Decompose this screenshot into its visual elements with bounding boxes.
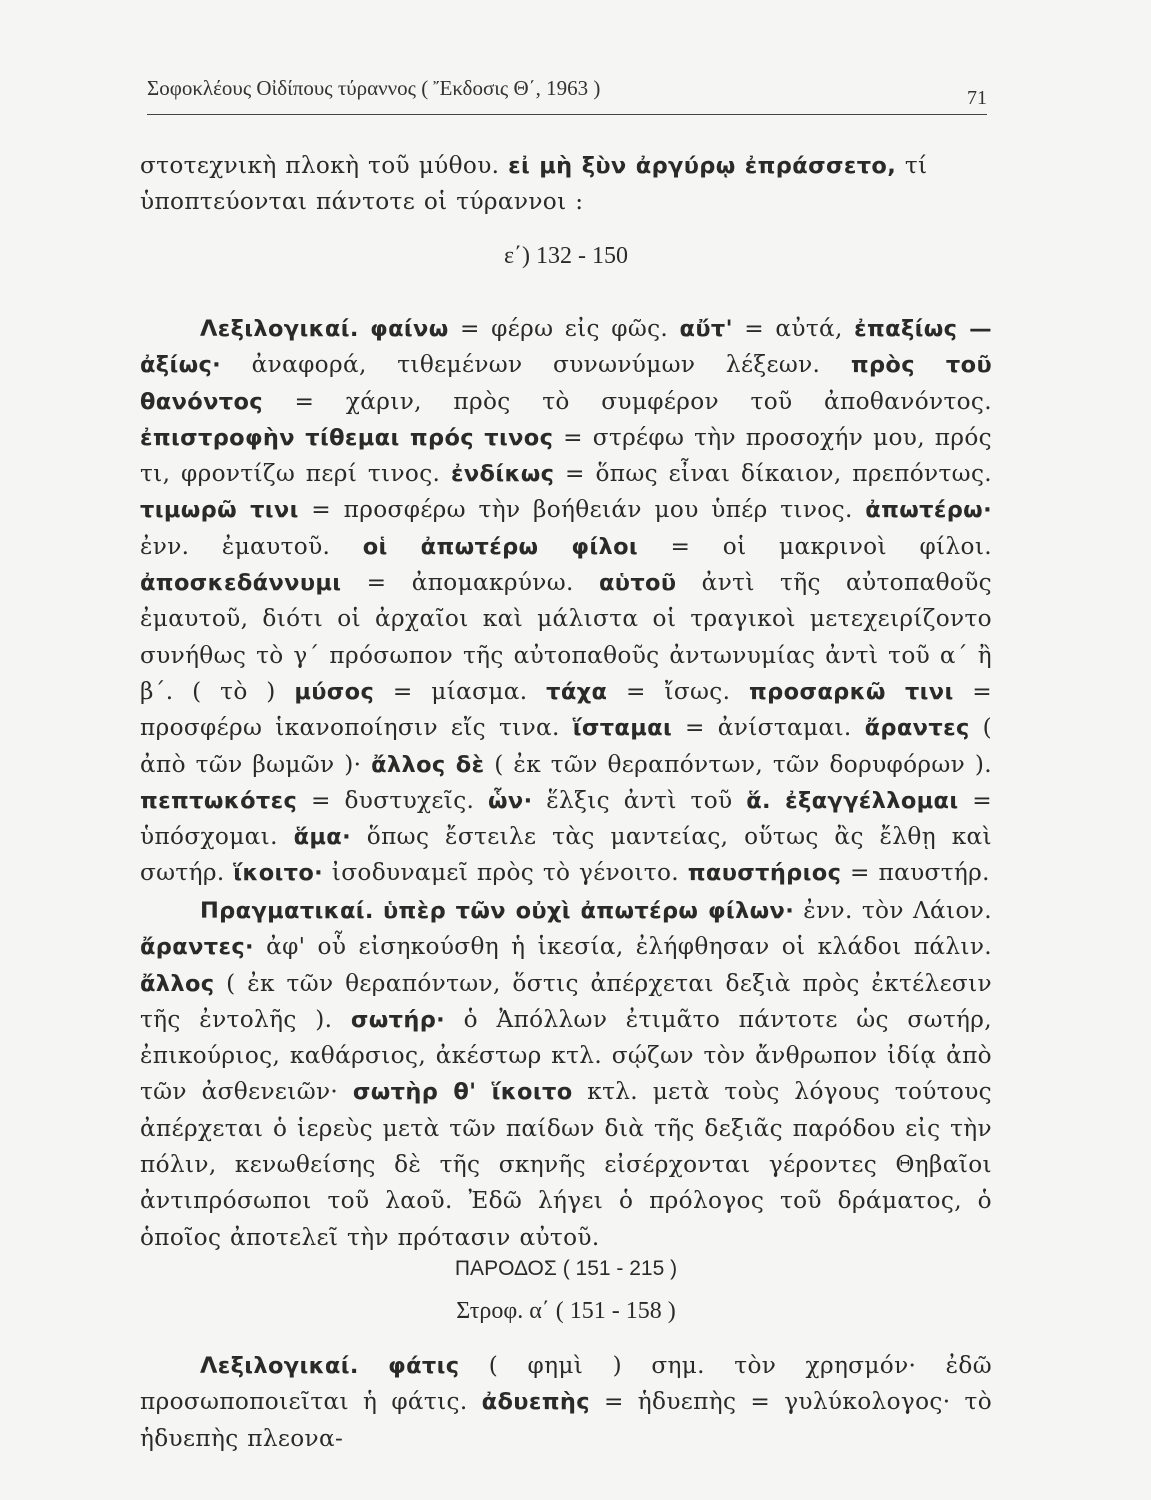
- paragraph-continuation: [140, 148, 992, 221]
- text-run: ἕλξις ἀντὶ τοῦ: [532, 786, 747, 814]
- bold-lemma: ἅ. ἐξαγγέλλομαι: [746, 787, 959, 814]
- bold-lemma: ἵκοιτο·: [233, 860, 324, 887]
- text-run: ( ἀπὸ τῶν βωμῶν )·: [140, 714, 992, 778]
- bold-lemma: οἱ ἀπωτέρω φίλοι: [362, 533, 638, 560]
- bold-lemma: τιμωρῶ τινι: [140, 497, 299, 524]
- text-run: = ἴσως.: [607, 677, 750, 705]
- bold-lemma: ἐπιστροφὴν τίθεμαι πρός τινος: [140, 424, 554, 451]
- section-heading: ε΄) 132 - 150: [503, 243, 629, 269]
- text-run: = χάριν, πρὸς τὸ συμφέρον τοῦ ἀποθανόντος.: [262, 387, 992, 415]
- text-run: = δυστυχεῖς.: [297, 786, 489, 814]
- factual-notes-paragraph: [140, 893, 992, 1256]
- bold-lemma: προσαρκῶ τινι: [749, 678, 954, 705]
- text-run: ἰσοδυναμεῖ πρὸς τὸ γένοιτο.: [323, 859, 688, 887]
- text-run: ( φημὶ ) σημ. τὸν χρησμόν· ἐδῶ προσωποποιεῖται ἡ φάτις.: [140, 1352, 992, 1416]
- text-run: στοτεχνικὴ πλοκὴ τοῦ μύθου.: [140, 152, 509, 179]
- lexical-notes-paragraph: [140, 311, 992, 892]
- text-run: ὅπως ἔστειλε τὰς μαντείας, οὕτως ἂς ἔλθῃ καὶ σωτήρ.: [140, 823, 992, 887]
- text-run: = ἡδυεπὴς = γυλύκολογος· τὸ ἡδυεπὴς πλεονα-: [140, 1388, 992, 1452]
- text-run: ἐνν. ἐμαυτοῦ.: [140, 532, 363, 560]
- running-header: [147, 76, 987, 109]
- section-heading-parodos: ΠΑΡΟΔΟΣ ( 151 - 215 ): [454, 1257, 678, 1280]
- text-run: ἀναφορά, τιθεμένων συνωνύμων λέξεων.: [221, 351, 851, 379]
- text-run: ἐνν. τὸν Λάιον.: [794, 897, 992, 924]
- text-run: ( ἐκ τῶν θεραπόντων, ὅστις ἀπέρχεται δεξιὰ πρὸς ἐκτέλεσιν τῆς ἐντολῆς ).: [140, 969, 992, 1033]
- bold-lemma: ἀδυεπὴς: [481, 1389, 590, 1416]
- text-run: = ὑπόσχομαι.: [140, 786, 992, 851]
- text-run: = στρέφω τὴν προσοχήν μου, πρός τι, φροντίζω περί τινος.: [140, 423, 992, 488]
- bold-lemma: πεπτωκότες: [140, 787, 298, 814]
- bold-lemma: ἵσταμαι: [572, 715, 673, 742]
- text-run: = μίασμα.: [374, 677, 547, 705]
- text-run: = οἱ μακρινοὶ φίλοι.: [638, 532, 992, 560]
- bold-lemma: σωτήρ·: [350, 1006, 446, 1033]
- text-run: [359, 1352, 388, 1379]
- text-run: τί: [896, 152, 928, 179]
- text-run: = ἀνίσταμαι.: [672, 714, 865, 742]
- bold-lemma: ἀπωτέρω·: [865, 497, 992, 524]
- strophe-heading: Στροφ. α΄ ( 151 - 158 ): [456, 1298, 676, 1324]
- text-run: [359, 315, 370, 342]
- bold-lemma: ὧν·: [488, 787, 533, 814]
- text-run: = ἀπομακρύνω.: [341, 569, 599, 597]
- header-rule: [147, 114, 987, 115]
- bold-lemma: ἄλλος δὲ: [371, 751, 485, 778]
- text-run: = προσφέρω τὴν βοήθειάν μου ὑπέρ τινος.: [298, 496, 866, 524]
- bold-lemma: φάτις: [388, 1353, 460, 1379]
- text-run: = προσφέρω ἱκανοποίησιν εἴς τινα.: [140, 677, 993, 742]
- bold-lemma: ἄραντες: [864, 715, 970, 742]
- text-run: = ὅπως εἶναι δίκαιον, πρεπόντως.: [554, 460, 992, 488]
- bold-lemma: ἐνδίκως: [450, 461, 555, 488]
- bold-lemma: ὑπὲρ τῶν οὐχὶ ἀπωτέρω φίλων·: [383, 898, 795, 924]
- bold-lemma: ἅμα·: [293, 824, 352, 851]
- bold-lemma: τάχα: [546, 678, 608, 705]
- text-run: κτλ. μετὰ τοὺς λόγους τούτους ἀπέρχεται ὁ ἱερεὺς μετὰ τῶν παίδων διὰ τῆς δεξιᾶς παρόδου εἰς τὴν πόλιν, κενωθείσης δὲ τῆς σκηνῆς εἰσέρχονται γέροντες Θηβαῖοι ἀντιπρόσωποι τοῦ λαοῦ. Ἐδῶ λήγει ὁ πρόλογος τοῦ δράματος, ὁ ὁποῖος ἀποτελεῖ τὴν πρότασιν αὐτοῦ.: [140, 1078, 992, 1251]
- text-run: = φέρω εἰς φῶς.: [448, 315, 680, 342]
- text-run: = παυστήρ.: [841, 859, 990, 887]
- bold-lemma: ἐπαξίως — ἀξίως·: [140, 316, 992, 379]
- text-run: [374, 897, 383, 924]
- paragraph-label: Λεξιλογικαί.: [200, 316, 359, 342]
- text-run: ὑποπτεύονται πάντοτε οἱ τύραννοι :: [140, 188, 584, 216]
- paragraph-label: Πραγματικαί.: [200, 898, 374, 924]
- text-run: ( ἐκ τῶν θεραπόντων, τῶν δορυφόρων ).: [484, 750, 992, 778]
- text-run: ἀντὶ τῆς αὐτοπαθοῦς ἐμαυτοῦ, διότι οἱ ἀρχαῖοι καὶ μάλιστα οἱ τραγικοὶ μετεχειρίζοντο συνήθως τὸ γ΄ πρόσωπον τῆς αὐτοπαθοῦς ἀντωνυμίας ἀντὶ τοῦ α΄ ἢ β΄. ( τὸ ): [140, 569, 992, 705]
- text-run: = αὐτά,: [732, 315, 855, 342]
- text-run: ἀφ' οὗ εἰσηκούσθη ἡ ἱκεσία, ἐλήφθησαν οἱ κλάδοι πάλιν.: [253, 933, 992, 961]
- page-number: 71: [967, 87, 987, 109]
- bold-lemma: αὑτοῦ: [599, 570, 677, 597]
- bold-lemma: ἄλλος: [140, 970, 215, 997]
- running-title: Σοφοκλέους Οἰδίπους τύραννος ( Ἔκδοσις Θ΄, 1963 ): [147, 76, 601, 100]
- bold-lemma: ἀποσκεδάννυμι: [140, 570, 342, 597]
- bold-lemma: παυστήριος: [687, 860, 842, 887]
- bold-lemma: φαίνω: [370, 316, 449, 342]
- bold-lemma: ἄραντες·: [140, 934, 254, 961]
- text-run: ὁ Ἀπόλλων ἐτιμᾶτο πάντοτε ὡς σωτήρ, ἐπικούριος, καθάρσιος, ἀκέστωρ κτλ. σῴζων τὸν ἄνθρωπον ἰδίᾳ ἀπὸ τῶν ἀσθενειῶν·: [140, 1005, 992, 1106]
- bold-lemma: εἰ μὴ ξὺν ἀργύρῳ ἐπράσσετο,: [508, 153, 897, 179]
- paragraph-label: Λεξιλογικαί.: [200, 1353, 359, 1379]
- bold-lemma: μύσος: [294, 678, 375, 705]
- bold-lemma: αὔτ': [679, 316, 733, 342]
- lexical-notes-paragraph-2: [140, 1348, 992, 1457]
- bold-lemma: σωτὴρ θ' ἵκοιτο: [352, 1079, 573, 1106]
- bold-lemma: πρὸς τοῦ θανόντος: [140, 352, 992, 415]
